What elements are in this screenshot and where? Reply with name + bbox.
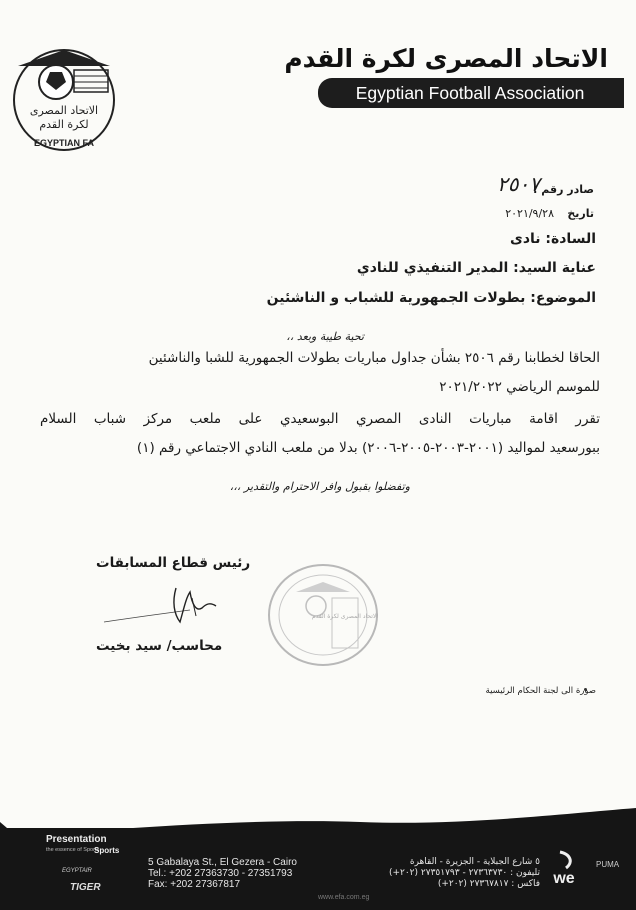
attention-line: عناية السيد: المدير التنفيذي للنادي xyxy=(356,260,596,276)
svg-text:لكرة القدم: لكرة القدم xyxy=(39,118,89,131)
org-name-english: Egyptian Football Association xyxy=(355,83,585,103)
handwritten-signature-icon xyxy=(100,578,230,633)
date-value: ٢٠٢١/٩/٢٨ xyxy=(505,207,554,220)
footer-tel-en: Tel.: +202 27363730 - 27351793 xyxy=(148,868,293,879)
subject-line: الموضوع: بطولات الجمهورية للشباب و الناشئين xyxy=(266,290,596,306)
body-paragraph-1-line-2: للموسم الرياضي ٢٠٢١/٢٠٢٢ xyxy=(439,379,600,395)
body-paragraph-2-line-1: تقرر اقامة مباريات النادى المصري البوسعيدي على ملعب مركز شباب السلام xyxy=(40,411,600,427)
recipient-line: السادة: نادى xyxy=(509,231,596,247)
body-paragraph-2-line-2: ببورسعيد لمواليد (٢٠٠١-٢٠٠٣-٢٠٠٥-٢٠٠٦) بدلا من ملعب النادي الاجتماعي رقم (١) xyxy=(136,440,600,456)
official-stamp-icon xyxy=(266,562,380,668)
closing-line: وتفضلوا بقبول وافر الاحترام والتقدير ،،، xyxy=(229,480,410,493)
sponsor-sports: Sports xyxy=(94,846,120,855)
ref-number-label: صادر رقم : xyxy=(533,183,594,196)
efa-logo-icon xyxy=(12,46,116,154)
sponsor-tiger: TIGER xyxy=(70,882,101,893)
footer-fax-ar: فاكس : ٢٧٣٦٧٨١٧ (٢٠٢+) xyxy=(437,879,540,889)
org-name-arabic: الاتحاد المصرى لكرة القدم xyxy=(284,44,608,73)
body-paragraph-1-line-1: الحاقا لخطابنا رقم ٢٥٠٦ بشأن جداول مباريات بطولات الجمهورية للشبا والناشئين xyxy=(148,350,600,366)
ref-number-value: ٢٥٠٧ xyxy=(497,172,540,196)
svg-text:الاتحاد المصرى: الاتحاد المصرى xyxy=(29,104,99,117)
footer-address-en: 5 Gabalaya St., El Gezera - Cairo xyxy=(148,857,297,868)
we-sponsor-text: we xyxy=(553,870,575,887)
greeting: تحية طيبة وبعد ،، xyxy=(286,330,364,343)
signatory-name: محاسب/ سيد بخيت xyxy=(96,638,223,654)
carbon-copy-note: صورة الى لجنة الحكام الرئيسية xyxy=(485,686,596,696)
footer-fax-en: Fax: +202 27367817 xyxy=(148,879,241,890)
sponsor-presentation: Presentation xyxy=(46,834,107,845)
footer-address-ar: ٥ شارع الجبلاية - الجزيرة - القاهرة xyxy=(409,857,540,867)
stamp-text: الاتحاد المصرى لكرة القدم xyxy=(311,613,379,620)
sponsor-puma: PUMA xyxy=(596,860,620,869)
footer-tel-ar: تليفون : ٢٧٣٦٣٧٣٠ - ٢٧٣٥١٧٩٣ (٢٠٢+) xyxy=(388,868,540,878)
footer-website: www.efa.com.eg xyxy=(318,894,370,901)
corner-arrow-icon xyxy=(0,822,14,846)
signatory-title: رئيس قطاع المسابقات xyxy=(96,555,251,571)
date-label: تاريخ xyxy=(567,207,594,220)
sponsor-presentation-tagline: the essence of Sports xyxy=(46,847,100,853)
sponsor-egyptair: EGYPTAIR xyxy=(62,868,92,874)
svg-text:EGYPTIAN FA: EGYPTIAN FA xyxy=(33,138,95,148)
